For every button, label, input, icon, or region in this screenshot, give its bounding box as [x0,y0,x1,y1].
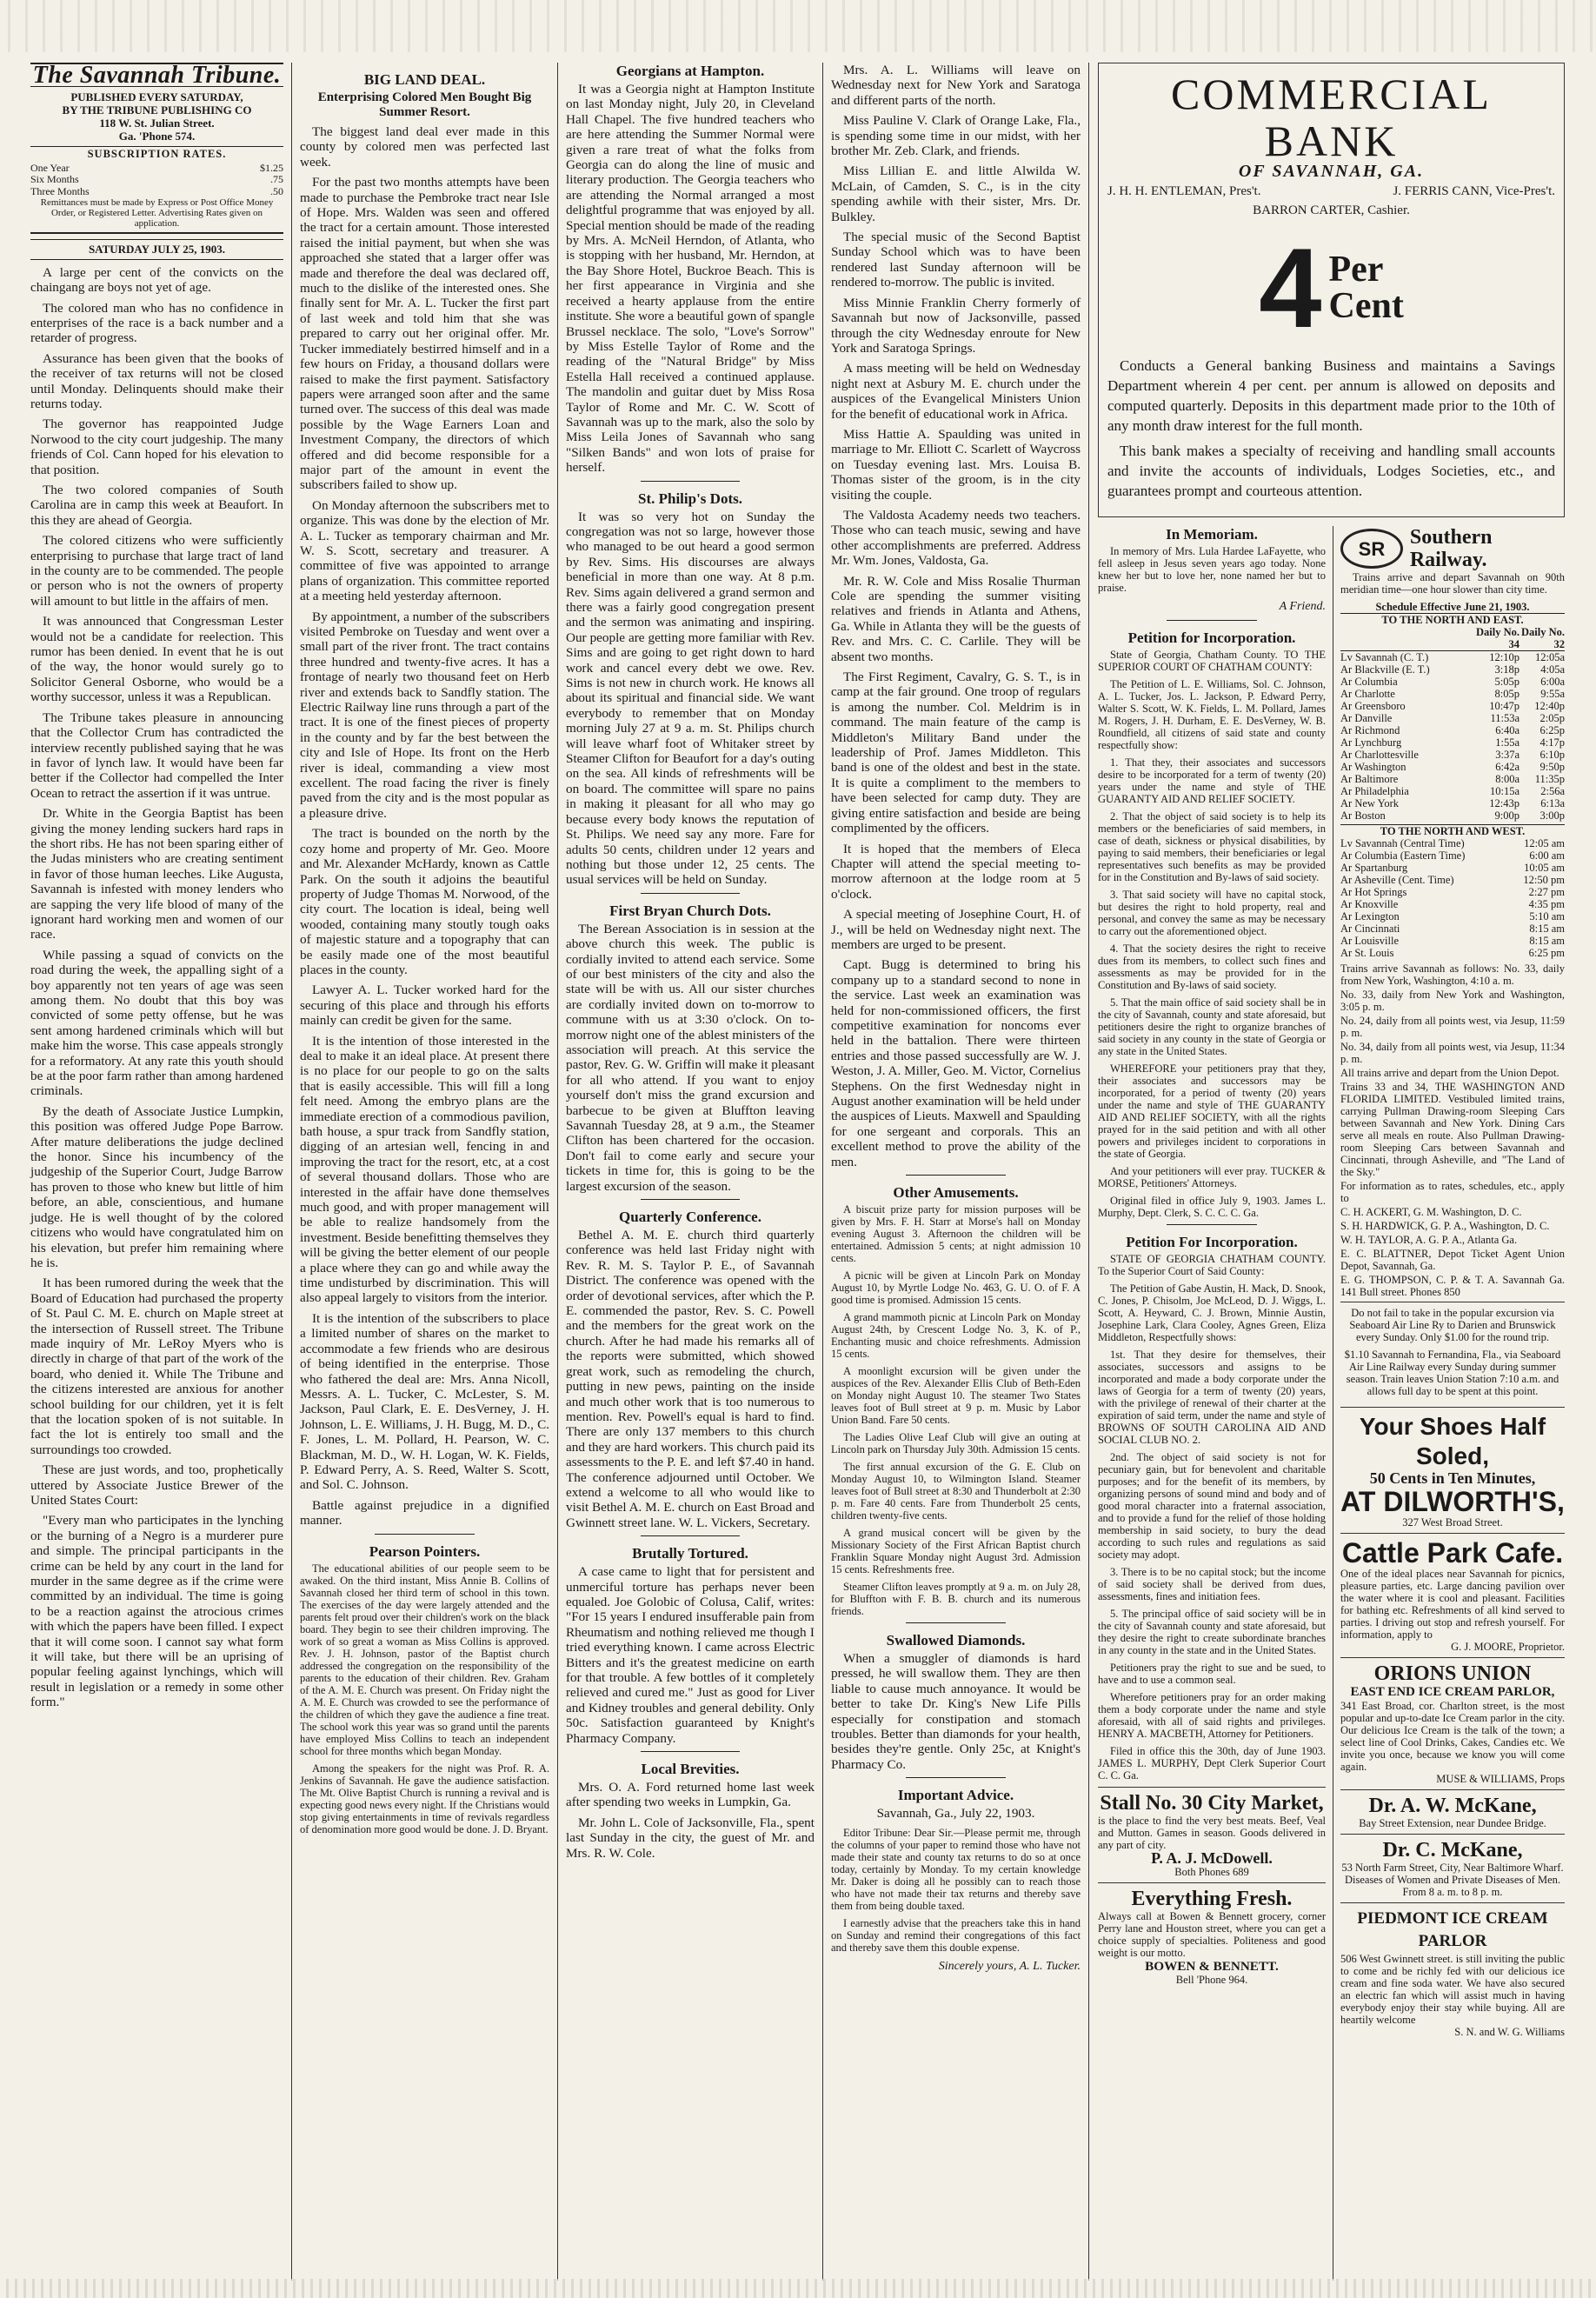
railway-schedule [1340,601,1565,959]
schedule-row: Ar Washington 6:42a 9:50p [1340,761,1565,774]
article-paragraph: Bethel A. M. E. church third quarterly conference was held last Friday night with Rev. R. M. S. Taylor P. E., of Savannah District. The conference was opened with the order of devotional services, after which the P. E. commended the pastor, Rev. S. C. Powell and the members for the great work on the church. After he had made his remarks all of the reports were submitted, which showed great work, such as remodeling the church, putting in new pews, painting on the inside and much other work that is too numerous to mention. Rev. Powell's equal is hard to find. There are only 137 members to this church and they are hard workers. This church paid its assessments to the P. E. and left $7.40 in hand. The conference adjourned until October. We extend a welcome to all who would like to visit Bethel A. M. E. church on East Broad and Gwinnett street lane. W. L. Vickers, Secretary. [566,1228,815,1530]
ad-phone: Both Phones 689 [1174,1866,1249,1879]
divider [641,1751,740,1752]
article-paragraph: It is the intention of the subscribers to place a limited number of shares on the market to accommodate a few friends who are desirous of being identified in the enterprise. Those who fathered the deal are: Mrs. Anna Nicoll, Messrs. A. L. Tucker, C. McLester, S. M. Jackson, Paul Clark, E. E. DesVerney, J. H. Johnson, L. E. Williams, J. H. Bugg, M. D., C. F. Jones, L. M. Pollard, H. Pearson, W. C. Blackman, M. D., W. H. Logan, W. K. Fields, P. Edward Perry, A. S. Reed, Walter S. Scott, and Sol. C. Johnson. [300,1310,549,1493]
schedule-row: Ar Blackville (E. T.) 3:18p 4:05a [1340,663,1565,676]
notice-text: Filed in office this the 30th, day of June 1903. JAMES L. MURPHY, Dept Clerk Superior Court C. C. Ga. [1098,1744,1326,1782]
notice-text: WHEREFORE your petitioners pray that they, their associates and successors may be incorporated, for a period of twenty (20) years under the name and style of THE GUARANTY AID AND RELIEF SOCIETY, with all the rights prayed for in the said petition and with all other powers and privileges incident to corporations in the state of Georgia. [1098,1062,1326,1160]
article-paragraph: The tract is bounded on the north by the cozy home and property of Mr. Geo. Moore and Mr. Alexander McHardy, known as Cattle Park. On the south it adjoins the beautiful property of Judge Thomas M. Norwood, of the city court. The location is ideal, being well wooded, containing many stoutly tough oaks of majestic stature and a topography that can be easily made one of the most beautiful places in the county. [300,826,549,977]
bank-vice-president: J. FERRIS CANN, Vice-Pres't. [1393,184,1555,199]
article-paragraph: It was a Georgia night at Hampton Institute on last Monday night, July 20, in Cleveland Hall Chapel. The five hundred teachers who are here attending the Summer Normal were given a rare treat of what the folks from Georgia can do along the line of music and literary production. The Georgia teachers who are attending the Normal arranged a most delightful programme that was enjoyed by all. Special mention should be made of the reading by Mrs. A. McNeil Herndon, of Atlanta, who is stopping with her husband, Mr. Herndon, at the Bay Shore Hotel, Buckroe Beach. This is her first appearance in Virginia and she received a hearty applause from the entire institute. She wore a beautiful gown of spangle Brussel necklace. The solo, "Love's Sorrow" by Miss Estelle Taylor of Rome and the reading of the "Natural Bridge" by Miss Estella Hall received a continued applause. The mandolin and guitar duet by Miss Rosa Taylor of Rome and Mr. C. W. Scott of Savannah was up to the mark, also the solo by Miss Leila Jones of Savannah who sang "Silken Bands" and won lots of praise for herself. [566,82,815,476]
schedule-row: Ar Danville 11:53a 2:05p [1340,712,1565,725]
masthead [30,63,283,234]
article-paragraph: Mrs. O. A. Ford returned home last week after spending two weeks in Lumpkin, Ga. [566,1780,815,1810]
brevity-paragraph: A mass meeting will be held on Wednesday night next at Asbury M. E. church under the auspices of the Evangelical Ministers Union for the benefit of educational work in Africa. [831,361,1081,422]
editorial-paragraph: The colored citizens who were sufficiently enterprising to purchase that large tract of land in the county are to be commended. The people or person who is not the owners of property will amount to but little in the affairs of men. [30,533,283,609]
editorial-paragraph: The colored man who has no confidence in enterprises of the race is a back number and a retarder of progress. [30,300,283,346]
article-headline: Local Brevities. [641,1761,740,1778]
schedule-row: Ar Cincinnati 8:15 am [1340,923,1565,936]
article-paragraph: Battle against prejudice in a dignified manner. [300,1497,549,1529]
schedule-row: Ar Knoxville 4:35 pm [1340,898,1565,911]
brevity-paragraph: The Valdosta Academy needs two teachers. Those who can teach music, sewing and have other accomplishments are preferred. Address Mr. Wm. Jones, Valdosta, Ga. [831,507,1081,569]
notice-text: State of Georgia, Chatham County. TO THE SUPERIOR COURT OF CHATHAM COUNTY: [1098,648,1326,673]
article-paragraph: It is the intention of those interested in the deal to make it an ideal place. At present there is no place for our people to go on the salts that is easily accessible. This will fill a long felt need. Among the embryo plans are the immediate erection of a commodious pavilion, bath house, a spur track from Sandfly station, digging of an artesian well, fencing in and improving the tract for the resort, etc, at a cost of several thousand dollars. Those who are interested in the affair have done themselves much good, and with proper management will be able to realize handsomely from the investment. Beside benefitting themselves they will be giving the better element of our people a place where they can go and while away the time undisturbed by discrimination. This will also appeal largely to visitors from the interior. [300,1033,549,1306]
editorial-paragraph: Assurance has been given that the books of the receiver of tax returns will not be closed until Monday. Delinquents should make their returns today. [30,350,283,411]
brevity-paragraph: Mr. R. W. Cole and Miss Rosalie Thurman Cole are spending the summer visiting relatives and friends in Atlanta and Athens, Ga. While in Atlanta they will be the guests of Rev. and Mrs. C. C. Carlile. They will be absent two months. [831,573,1081,664]
brevity-paragraph: The First Regiment, Cavalry, G. S. T., is in camp at the fair ground. One troop of regulars is among the number. Col. Meldrim is in command. The main feature of the camp is Middleton's Military Band under the leadership of Prof. James Middleton. This band is one of the oldest and best in the state. It is quite a compliment to the members to have been selected for camp duty. They are giving entire satisfaction and beside are being complimented by the officers. [831,669,1081,836]
railway-logo-icon: SR [1340,529,1403,569]
ad-signature: S. N. and W. G. Williams [1454,2026,1565,2039]
ad-text: is the place to find the very best meats. Beef, Veal and Mutton. Games in season. Goods delivered in any part of city. [1098,1814,1326,1851]
bank-description: This bank makes a specialty of receiving and handling small accounts and invite the accounts of individuals, Lodges Societies, etc., and guarantees prompt and courteous attention. [1107,443,1555,500]
article-headline: Georgians at Hampton. [615,63,765,79]
arrival-line: No. 24, daily from all points west, via Jesup, 11:59 p. m. [1340,1015,1565,1040]
ad-title: Everything Fresh. [1131,1888,1293,1911]
brevity-paragraph: A special meeting of Josephine Court, H. of J., will be held on Wednesday night next. The members are urged to be present. [831,907,1081,952]
article-paragraph: Among the speakers for the night was Prof. R. A. Jenkins of Savannah. He gave the audience satisfaction. The Mt. Olive Baptist Church is running a revival and is expecting good news every night. If the Christians would stop giving entertainments in time of revivals regardless of denomination more good would be done. J. D. Bryant. [300,1762,549,1835]
article-headline: Important Advice. [897,1787,1014,1804]
arrival-line: All trains arrive and depart from the Union Depot. [1340,1067,1559,1080]
arrival-line: E. G. THOMPSON, C. P. & T. A. Savannah Ga. 141 Bull street. Phones 850 [1340,1274,1565,1299]
amusement-item: A grand mammoth picnic at Lincoln Park on Monday August 24th, by Crescent Lodge No. 3, K. of P., Enchanting music and choice refreshments. Admission 15 cents. [831,1311,1081,1361]
divider [641,893,740,894]
masthead-line: Ga. 'Phone 574. [118,130,196,143]
article-paragraph: The biggest land deal ever made in this county by colored men was perfected last week. [300,124,549,170]
ad-subtitle: 50 Cents in Ten Minutes, [1369,1469,1536,1488]
arrival-line: S. H. HARDWICK, G. P. A., Washington, D. C. [1340,1220,1550,1233]
divider [1167,620,1258,621]
article-paragraph: For the past two months attempts have been made to purchase the Pembroke tract near Isle of Hope. Mrs. Walden was seen and offered the tract for a certain amount. Those interested raised the initial payment, but when she was approached she stated that a larger offer was made and therefore the deal was declared off, much to the dislike of the interested ones. She finally sent for Mr. A. L. Tucker the first part of last week and told him that she was prepared to carry out her original offer. Mr. Tucker immediately bestirred himself and in a few hours on Friday, a thousand dollars were raised to make the first payment. Satisfactory papers were arranged soon after and the same turned over. The success of this deal was made possible by the Wage Earners Loan and Investment Company, the directors of which offered and did become responsible for a major part of the amount in event the subscribers failed to show up. [300,175,549,493]
schedule-row: Ar New York 12:43p 6:13a [1340,797,1565,810]
schedule-row: Ar Columbia (Eastern Time) 6:00 am [1340,849,1565,863]
article-headline: Pearson Pointers. [369,1542,481,1560]
schedule-row: Ar St. Louis 6:25 pm [1340,947,1565,960]
schedule-row: Ar Baltimore 8:00a 11:35p [1340,773,1565,786]
article-paragraph: A case came to light that for persistent and unmerciful torture has perhaps never been equaled. Joe Golobic of Colusa, Calif, writes: "For 15 years I endured insufferable pain from Rheumatism and nothing relieved me though I tried everything known. I came across Electric Bitters and it's the greatest medicine on earth for that trouble. A few bottles of it completely relieved and cured me." Just as good for Liver and Kidney troubles and general debility. Only 50c. Satisfaction guaranteed by Knight's Pharmacy Company. [566,1564,815,1746]
railway-arrivals [1340,962,1565,1298]
notice-text: The Petition of L. E. Williams, Sol. C. Johnson, A. L. Tucker, Jos. L. Jackson, P. Edward Perry, Walter S. Scott, W. K. Fields, L. M. Pollard, James M. Rogers, J. H. Durham, E. E. DesVerney, W. B. Roundfield, all citizens of said state and county respectfully show: [1098,677,1326,751]
amusement-item: A biscuit prize party for mission purposes will be given by Mrs. F. H. Starr at Morse's hall on Monday evening August 3. Afternoon the children will be entertained. Admission 5 cents; at night admission 10 cents. [831,1203,1081,1265]
divider [1167,1224,1258,1225]
excursion-text: Do not fail to take in the popular excursion via Seaboard Air Line Ry to Darien and Brunswick every Sunday. Only $1.00 for the round trip. [1349,1307,1556,1344]
notice-signature: A Friend. [1279,600,1326,614]
divider [375,1534,475,1535]
ad-title: Stall No. 30 City Market, [1100,1791,1324,1815]
arrival-line: For information as to rates, schedules, etc., apply to [1340,1180,1565,1205]
editorial-paragraph: By the death of Associate Justice Lumpkin, this position was offered Judge Pope Barrow. After mature deliberations the judge declined the honor. Since his incumbency of the judgeship of the Superior Court, Judge Barrow has proven to those who knew but little of him before, an able, conscientious, and humane judge. He is well thought of by the colored citizens who would have congratulated him on his elevation, but prefer him remaining where he is. [30,1103,283,1270]
article-paragraph: Lawyer A. L. Tucker worked hard for the securing of this place and through his efforts mainly can credit be given for the same. [300,982,549,1029]
railway-intro: Trains arrive and depart Savannah on 90th meridian time—one hour slower than city time. [1340,571,1565,596]
schedule-row: Ar Boston 9:00p 3:00p [1340,809,1565,823]
doctor-advertisement [1340,1835,1565,1903]
rate-row: One Year $1.25 [30,161,283,174]
notice-text: 5. That the main office of said society shall be in the city of Savannah, county and state aforesaid, but petitioners desire the right to organize branches of said society in any county in the state of Georgia or any state in the United States. [1098,996,1326,1057]
railway-header [1340,526,1565,571]
letter-dateline: Savannah, Ga., July 22, 1903. [876,1806,1035,1822]
arrival-line: Trains arrive Savannah as follows: No. 33, daily from New York, Washington, 4:10 a. m. [1340,962,1565,988]
schedule-row: Ar Hot Springs 2:27 pm [1340,886,1565,899]
schedule-heading: TO THE NORTH AND WEST. [1340,824,1565,837]
ad-signature: G. J. MOORE, Proprietor. [1451,1640,1565,1653]
brevity-paragraph: Capt. Bugg is determined to bring his company up to a standard second to none in the service. Last week an examination was held for non-commissioned officers, the first competitive examination for noncoms ever held in the battalion. There were thirteen entries and those passed successfully are W. J. Weston, J. A. Miller, Geo. M. Victor, Cornelius Stephens. On the first Wednesday night in August another examination will be held under the auspices of Lieuts. Maxwell and Spaulding for one sergeant and corporals. This an excellent method to prove the ability of the men. [831,957,1081,1169]
schedule-row: Ar Greensboro 10:47p 12:40p [1340,700,1565,713]
ad-phone: Bell 'Phone 964. [1175,1974,1248,1987]
schedule-heading: TO THE NORTH AND EAST. [1340,613,1565,626]
schedule-row: Lv Savannah (C. T.) 12:10p 12:05a [1340,651,1565,664]
legal-notices [1098,526,1333,2281]
article-headline: Quarterly Conference. [619,1209,761,1226]
column-4 [823,63,1089,2281]
ad-title: Your Shoes Half Soled, [1359,1413,1546,1470]
schedule-row: Ar Charlottesville 3:37a 6:10p [1340,749,1565,762]
article-headline: BIG LAND DEAL. [363,71,486,88]
notice-text: 3. There is to be no capital stock; but the income of said society shall be derived from dues, assessments, fines and initiation fees. [1098,1565,1326,1602]
ad-text: Always call at Bowen & Bennett grocery, corner Perry lane and Houston street, where you can get a choice supply of specialties. Politeness and good weight is our motto. [1098,1910,1326,1960]
ad-name: P. A. J. McDowell. [1151,1848,1273,1867]
ad-name: AT DILWORTH'S, [1340,1485,1565,1517]
schedule-row: Ar Lexington 5:10 am [1340,910,1565,923]
schedule-row: Ar Richmond 6:40a 6:25p [1340,724,1565,737]
notice-text: Wherefore petitioners pray for an order making them a body corporate under the name and style aforesaid, with all of said rights and privileges. HENRY A. MACBETH, Attorney for Petitioners. [1098,1690,1326,1740]
divider [906,1622,1006,1623]
editorials [30,265,283,1710]
article-paragraph: On Monday afternoon the subscribers met to organize. This was done by the election of Mr. A. L. Tucker as temporary chairman and Mr. W. S. Scott, secretary and treasurer. A committee of five was appointed to arrange plans of organization. This committee reported at a meeting held yesterday afternoon. [300,497,549,604]
ad-signature: MUSE & WILLIAMS, Props [1436,1773,1565,1786]
brevity-paragraph: Miss Hattie A. Spaulding was united in marriage to Mr. Elliott C. Scarlett of Waycross on Tuesday evening last. Mrs. Louisa B. Thomas sister of the groom, is in the city visiting the couple. [831,426,1081,503]
ad-text: 506 West Gwinnett street. is still inviting the public to come and be richly fed with our delicious ice cream and fine soda water. We have also secured an electric fan which will assist much in having everybody enjoy their stay while buying. All are heartily welcome [1340,1953,1565,2027]
amusement-item: The Ladies Olive Leaf Club will give an outing at Lincoln park on Thursday July 30th. Admission 15 cents. [831,1431,1081,1456]
schedule-row: Ar Asheville (Cent. Time) 12:50 pm [1340,874,1565,887]
masthead-line: 118 W. St. Julian Street. [99,117,215,130]
article-headline: St. Philip's Dots. [638,490,742,507]
editorial-paragraph: Dr. White in the Georgia Baptist has been giving the money lending suckers hard raps in the short ribs. He has not been sparing either of the Judas ministers who are creating sentiment in favor of those human leeches. Like Augusta, Savannah is infested with money lenders who are sapping the very life blood of many of the ignorant hard working men and women of our race. [30,806,283,943]
schedule-row: Ar Philadelphia 10:15a 2:56a [1340,785,1565,798]
grocery-advertisement [1098,1883,1326,1990]
editorial-paragraph: It was announced that Congressman Lester would not be a candidate for reelection. This rumor has been denied. In event that he is out of the way, the honor would surely go to Solicitor General Osborne, who would be a worthy successor, unless it was a Republican. [30,614,283,705]
editorial-paragraph: "Every man who participates in the lynching or the burning of a Negro is a murderer pure and simple. The principal participants in the crime can be held by any court in the land for murder in the same degree as if the crime were committed by an individual. The time is going to be a reaction against the atrocious crimes with which the papers have been filled. I expect that it will come soon. I cannot say what form it will take, but there will be an uprising of popular feeling against lynchings, which will result in legislation or a remedy in some other form." [30,1513,283,1710]
editorial-paragraph: A large per cent of the convicts on the chaingang are boys not yet of age. [30,264,283,296]
ad-text: 53 North Farm Street, City, Near Baltimore Wharf. Diseases of Women and Private Diseases of Men. From 8 a. m. to 8 p. m. [1341,1862,1564,1899]
notice-text: 3. That said society will have no capital stock, but desires the right to hold property, real and personal, and convey the same as may be necessary to carry out the aforementioned object. [1098,888,1326,937]
notice-headline: Petition For Incorporation. [1126,1233,1298,1250]
stall-advertisement [1098,1787,1326,1883]
column-3 [558,63,823,2281]
bank-description: Conducts a General banking Business and maintains a Savings Department wherein 4 per cent. per annum is allowed on deposits and computed quarterly. Deposits in this department made prior to the 10th of any month draw interest for the full month. [1107,357,1555,435]
subscription-heading: SUBSCRIPTION RATES. [30,146,283,162]
ad-title: Dr. C. McKane, [1382,1839,1523,1862]
schedule-row: Lv Savannah (Central Time) 12:05 am [1340,837,1565,850]
schedule-rows-northeast [1340,651,1565,822]
column-1 [23,63,292,2281]
rate-row: Three Months .50 [30,184,283,197]
ad-text: 341 East Broad, cor. Charlton street, is the most popular and up-to-date Ice Cream parlor in the city. Our delicious Ice Cream is the talk of the town; a select line of Cool Drinks, Cakes, Candies etc. We invite you once, because we know you will come again. [1340,1700,1565,1774]
brevity-paragraph: Miss Pauline V. Clark of Orange Lake, Fla., is spending some time in our midst, with her brother Mr. Zeb. Clark, and friends. [831,113,1081,159]
arrival-line: W. H. TAYLOR, A. G. P. A., Atlanta Ga. [1340,1234,1518,1247]
editorial-paragraph: The governor has reappointed Judge Norwood to the city court judgeship. The many friends of Col. Cann hoped for his elevation to that position. [30,416,283,477]
article-paragraph: Mr. John L. Cole of Jacksonville, Fla., spent last Sunday in the city, the guest of Mr. and Mrs. R. W. Cole. [566,1815,815,1861]
divider [641,1535,740,1536]
letter-signature: Sincerely yours, A. L. Tucker. [938,1959,1081,1973]
notice-text: Original filed in office July 9, 1903. James L. Murphy, Dept. Clerk, S. C. C. C. Ga. [1098,1194,1326,1219]
ad-title: PIEDMONT ICE CREAM PARLOR [1357,1909,1548,1951]
ad-text: Bay Street Extension, near Dundee Bridge. [1359,1817,1546,1830]
scan-edge-bottom [0,2279,1596,2298]
amusement-item: The first annual excursion of the G. E. Club on Monday August 10, to Wilmington Island. Steamer leaves foot of Bull street at 8:30 and Thunderbolt at 2:30 p. m. Fare 40 cents. Fare from Thunderbolt 25 cents, children twenty-five cents. [831,1461,1081,1522]
subscription-note: Remittances must be made by Express or Post Office Money Order, or Registered Letter. Advertising Rates given on application. [40,197,274,230]
ad-title: Cattle Park Cafe. [1341,1536,1564,1569]
excursion-text: $1.10 Savannah to Fernandina, Fla., via Seaboard Air Line Railway every Sunday during summer season. Train leaves Union Station 7:10 a.m. and allows full day to be spent at this point. [1344,1349,1561,1398]
notice-text: STATE OF GEORGIA CHATHAM COUNTY. To the Superior Court of Said County: [1098,1252,1326,1277]
article-headline: Swallowed Diamonds. [886,1632,1026,1649]
letter-paragraph: Editor Tribune: Dear Sir.—Please permit me, through the columns of your paper to remind those who have not made their state and county tax returns to do so at once today, certainly by Monday. To my certain knowledge Mr. Daker is doing all he possibly can to reach those who have not made their tax returns and thereby save them from being double taxed. [831,1826,1081,1912]
schedule-rows-northwest [1340,837,1565,959]
masthead-line: PUBLISHED EVERY SATURDAY, [70,90,243,104]
railway-and-ads [1333,526,1565,2281]
schedule-row: Ar Spartanburg 10:05 am [1340,862,1565,875]
piedmont-advertisement [1340,1903,1565,2042]
article-paragraph: By appointment, a number of the subscribers visited Pembroke on Tuesday and went over a small part of the river front. The tract contains three hundred and twenty-five acres. It has a frontage of nearly two thousand feet on Herb river and extends back to Sandfly station. The Electric Railway line runs through a part of the tract. It is one of the finest pieces of property in the county and by far the best between the city and Isle of Hope. Its front on the Herb river is ideal, commanding a view most excellent. The road facing the river is finely paved from the city and is the most popular as a pleasure drive. [300,609,549,821]
scan-edge-top [0,0,1596,52]
bank-title: COMMERCIAL BANK [1171,70,1492,165]
bank-officers [1107,184,1555,199]
notice-text: And your petitioners will ever pray. TUCKER & MORSE, Petitioners' Attorneys. [1098,1164,1326,1189]
lower-ads [1098,526,1565,2281]
ad-text: One of the ideal places near Savannah for picnics, pleasure parties, etc. Large dancing pavilion over the water where it is cool and pleasant. Facilities for bathing etc. Refreshments of all kind served to parties. I driving out stop and refresh yourself. For information, apply to [1340,1567,1565,1641]
rate-word: Per Cent [1328,250,1404,327]
rate-number: 4 [1259,224,1322,352]
article-headline: Brutally Tortured. [632,1545,748,1562]
brevity-paragraph: Miss Lillian E. and little Alwilda W. McLain, of Camden, S. C., is in the city spending awhile with their sister, Mrs. Dr. Bulkley. [831,163,1081,224]
editorial-paragraph: While passing a squad of convicts on the road during the week, the appalling sight of a boy apparently not ten years of age was seen among them. No doubt that this boy was convicted of some petty offense, but he was sent among hardened criminals which will but make him the worse. This case appeals strongly for a reformatory. At any rate this youth should be at the poor farm rather than among hardened criminals. [30,947,283,1099]
article-headline: Other Amusements. [893,1184,1019,1202]
brevity-paragraph: Mrs. A. L. Williams will leave on Wednesday next for New York and Saratoga and different parts of the north. [831,63,1081,108]
schedule-row: Ar Columbia 5:05p 6:00a [1340,676,1565,689]
divider [641,481,740,482]
article-paragraph: The educational abilities of our people seem to be awaked. On the third instant, Miss Annie B. Collins of Savannah closed her third term of school in this town. The exercises of the day were largely attended and the parents felt proud over their children's work on the black board. They begin to see their children improving. The work of so great a woman as Miss Collins is approved. Rev. J. H. Johnson, pastor of the Baptist church addressed the congregation on the responsibility of the parents to the education of their children. Rev. Graham of the A. M. E. Church was present. On Friday night the A. M. E. Church was crowded to see the performance of the children of which they gave the audience a fine treat. The school work this year was so grand until the parents have employed Miss Collins to teach an independent school for three months which began Monday. [300,1562,549,1757]
ad-name: BOWEN & BENNETT. [1145,1959,1279,1975]
excursion-notices [1340,1302,1565,1408]
shoe-advertisement [1340,1408,1565,1533]
schedule-row: Ar Louisville 8:15 am [1340,935,1565,948]
notice-headline: Petition for Incorporation. [1127,629,1296,646]
divider [641,1199,740,1200]
article-paragraph: The Berean Association is in session at the above church this week. The public is cordially invited to attend each service. Some of our best ministers of the city and also the state will be with us. All our sister churches are cordially invited down on to-morrow to commune with us at 3:30 o'clock. On to-morrow night one of the ablest ministers of the association will preach. At this service the pastor, Rev. G. W. Griffin will make it pleasant for all who attend. If you want to enjoy yourself don't miss the grand excursion and barbecue to be given at Bluffton leaving Savannah Tuesday 28, at 9 a.m., the Steamer Clifton has been chartered for the occasion. Don't fail to come early and secure your tickets in time for, this is going to be the largest excursion of the season. [566,921,815,1194]
amusement-item: A picnic will be given at Lincoln Park on Monday August 10, by Myrtle Lodge No. 463, G. U. O. of F. A good time is promised. Admission 15 cents. [831,1269,1081,1307]
divider [906,1777,1006,1778]
column-5 [1089,63,1573,2281]
bank-city: OF SAVANNAH, GA. [1238,162,1425,181]
arrival-line: Trains 33 and 34, THE WASHINGTON AND FLORIDA LIMITED. Vestibuled limited trains, carrying Pullman Drawing-room Sleeping Cars between Savannah and New York. Dining Cars serve all meals en route. Also Pullman Drawing-room Sleeping Cars between Savannah and Cincinnati, through Asheville, and "The Land of the Sky." [1340,1081,1565,1179]
editorial-paragraph: These are just words, and too, prophetically uttered by Associate Justice Brewer of the United States Court: [30,1462,283,1508]
notice-text: The Petition of Gabe Austin, H. Mack, D. Snook, C. Jones, P. Chisolm, Joe McLeod, D. J. Wiggs, L. Scott, A. Heyward, C. J. Brown, Minnie Austin, Josephine Lark, Clara Cooley, Agnes Green, Eliza Middleton, Respectfully shows: [1098,1282,1326,1343]
arrival-line: C. H. ACKERT, G. M. Washington, D. C. [1340,1206,1522,1219]
schedule-header: Daily No. 34 Daily No. 32 [1340,626,1565,651]
rate-row: Six Months .75 [30,173,283,186]
amusement-item: A grand musical concert will be given by the Missionary Society of the First African Baptist church Franklin Square Monday night August 3rd. Admission 15 cents. Refreshments free. [831,1527,1081,1576]
notice-text: 1st. That they desire for themselves, their associates, successors and assigns to be incorporated and made a body corporate under the laws of Georgia for a term of twenty (20) years, with the privilege of renewal of their charter at the expiration of said term, under the name and style of BROWNS OF SOUTH CAROLINA AID AND SOCIAL CLUB NO. 2. [1098,1348,1326,1446]
article-paragraph: It was so very hot on Sunday the congregation was not so large, however those who managed to be out heard a good sermon by Rev. Sims. His discourses are always beneficial in more than one way. At 8 p.m. Rev. Sims again delivered a grand sermon and there was a fairly good congregation present and the sermon was animating and inspiring. Our people are getting more familiar with Rev. Sims and are going to get right down to hard work and cancel every debt we owe. Rev. Sims is not new in church work. He knows all about its spiritual and financial side. We want everybody to remember that on Monday morning July 27 at 9 a. m. St. Philips church will leave wharf foot of Whitaker street by Steamer Clifton for Beaufort for a day's outing on the sea. All kinds of refreshments will be on board. The committee will spare no pains in making it pleasant for all who may go because every body knows the reputation of St. Philips. We need say any more. Fare for adults 50 cents, children under 12 years and nothing but those under 12, 25 cents. The usual services will be held on Sunday. [566,509,815,888]
ad-subtitle: EAST END ICE CREAM PARLOR, [1350,1684,1555,1699]
railway-name: Southern Railway. [1409,526,1493,572]
brevity-paragraph: Miss Minnie Franklin Cherry formerly of Savannah but now of Jacksonville, passed through the city Wednesday enroute for New York and Saratoga Springs. [831,295,1081,356]
column-2 [292,63,558,2281]
notice-headline: In Memoriam. [1166,526,1258,543]
ad-address: 327 West Broad Street. [1402,1515,1503,1529]
editorial-paragraph: The two colored companies of South Carolina are in camp this week at Beaufort. In this they are ahead of Georgia. [30,483,283,528]
brevity-paragraph: It is hoped that the members of Eleca Chapter will attend the special meeting to-morrow afternoon at the lodge room at 5 o'clock. [831,841,1081,902]
bank-president: J. H. H. ENTLEMAN, Pres't. [1107,184,1261,199]
schedule-row: Ar Charlotte 8:05p 9:55a [1340,688,1565,701]
brevity-paragraph: The special music of the Second Baptist Sunday School which was to have been rendered last Sunday afternoon will be rendered to-morrow. The public is invited. [831,230,1081,290]
notice-text: 1. That they, their associates and successors desire to be incorporated for a term of twenty (20) years under the name and style of THE GUARANTY AID AND RELIEF SOCIETY. [1098,756,1326,805]
divider [906,1175,1006,1176]
ice-cream-advertisement [1340,1658,1565,1790]
masthead-title: The Savannah Tribune. [30,63,283,87]
editorial-paragraph: It has been rumored during the week that the Board of Education had purchased the property of St. Paul C. M. E. church on Maple street at the intersection of Russell street. The Tribune made inquiry of Mr. LeRoy Myers who is directly in charge of that part of the work of the board, who denied it. While The Tribune and the citizens interested are anxious for another school building for our children, yet it is felt that the location spoken of is not suitable. In fact the lot is entirely too small and the surroundings too crowded. [30,1276,283,1457]
bank-advertisement [1098,63,1565,517]
dateline: SATURDAY JULY 25, 1903. [30,239,283,259]
notice-text: 2. That the object of said society is to help its members or the beneficiaries of said members, in case of death, sickness or physical disabilities, by paying to said members, their beneficiaries or legal representatives such benefits as may be provided for in the Constitution and By-laws of said society. [1098,809,1326,883]
article-paragraph: When a smuggler of diamonds is hard pressed, he will swallow them. They are then liable to cause much annoyance. It would be better to take Dr. King's New Life Pills especially for constipation and stomach troubles. Better than diamonds for your health, besides they're gentle. Only 25c, at Knight's Pharmacy Co. [831,1651,1081,1772]
notice-text: In memory of Mrs. Lula Hardee LaFayette, who fell asleep in Jesus seven years ago today. None knew her but to love her, none named her but to praise. [1098,545,1326,595]
notice-text: 4. That the society desires the right to receive dues from its members, to collect such fines and assessments as may be provided for in the Constitution and By-laws of said society. [1098,942,1326,991]
interest-rate [1107,224,1555,352]
ad-title: ORIONS UNION [1373,1662,1532,1685]
columns [23,63,1573,2281]
editorial-paragraph: The Tribune takes pleasure in announcing that the Collector Crum has contradicted the interview recently published saying that he was in favor of lynch law. It would have been far better if the Collector had compelled the Inter Ocean to retract the assertion if it was untrue. [30,709,283,801]
article-subheadline: Enterprising Colored Men Bought Big Summer Resort. [317,90,532,119]
arrival-line: No. 34, daily from all points west, via Jesup, 11:34 p. m. [1340,1041,1565,1066]
notice-text: 5. The principal office of said society will be in the city of Savannah county and state aforesaid, but they desire the right to create subordinate branches in any county in the state and in the United States. [1098,1607,1326,1656]
masthead-line: BY THE TRIBUNE PUBLISHING CO [62,103,252,117]
arrival-line: E. C. BLATTNER, Depot Ticket Agent Union Depot, Savannah, Ga. [1340,1248,1565,1273]
schedule-row: Ar Lynchburg 1:55a 4:17p [1340,736,1565,749]
amusement-item: Steamer Clifton leaves promptly at 9 a. m. on July 28, for Bluffton with F. B. B. church and its numerous friends. [831,1581,1081,1618]
bank-cashier: BARRON CARTER, Cashier. [1253,203,1410,217]
arrival-line: No. 33, daily from New York and Washington, 3:05 p. m. [1340,989,1565,1014]
schedule-effective: Schedule Effective June 21, 1903. [1375,601,1530,614]
cafe-advertisement [1340,1534,1565,1658]
ad-title: Dr. A. W. McKane, [1368,1795,1537,1818]
doctor-advertisement [1340,1790,1565,1835]
letter-paragraph: I earnestly advise that the preachers take this in hand on Sunday and remind their congregations of this fact and thereby save them this double expense. [831,1916,1081,1954]
notice-text: Petitioners pray the right to sue and be sued, to have and to use a common seal. [1098,1661,1326,1686]
notice-text: 2nd. The object of said society is not for pecuniary gain, but for benevolent and charitable purposes; and for the benefit of its members, by organizing persons of sound mind and body and of good moral character into a fraternal association, and to provide a fund for the relief of those holding membership in said society, to bury the dead according to such rules and regulations as said society may adopt. [1098,1450,1326,1561]
article-headline: First Bryan Church Dots. [609,902,771,919]
amusement-item: A moonlight excursion will be given under the auspices of the Rev. Alexander Ellis Club of Beth-Eden on Monday night August 10. The steamer Two States leaves foot of Bull street at 9 p. m. Music by Labor Union Band. Fare 50 cents. [831,1365,1081,1427]
